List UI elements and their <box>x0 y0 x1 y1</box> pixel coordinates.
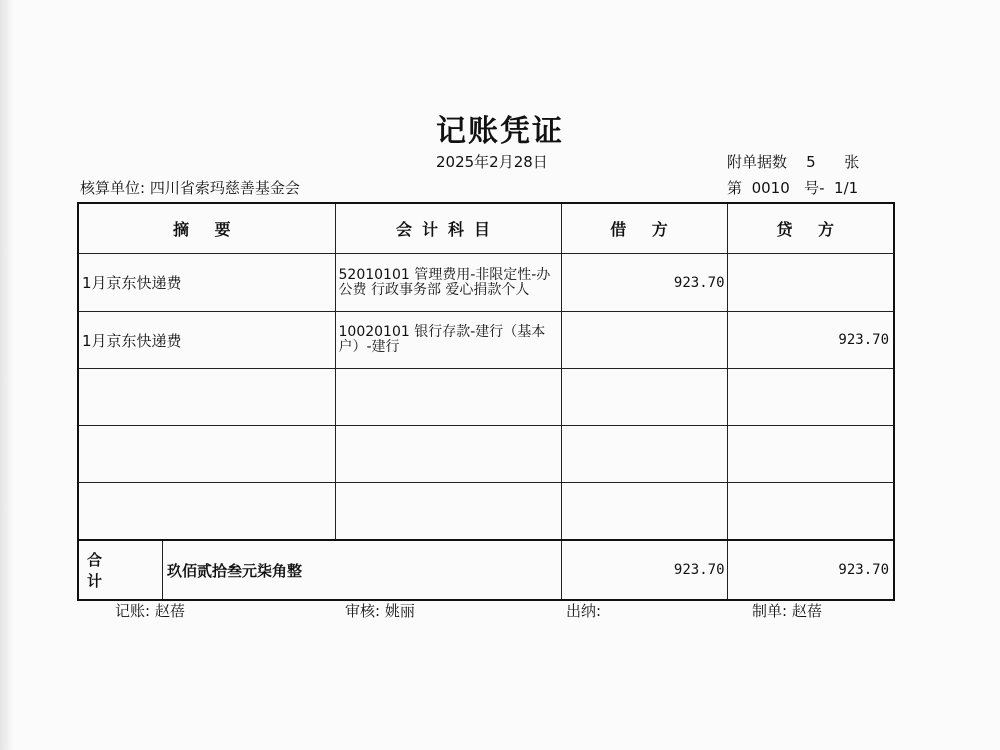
sign-cashier <box>566 600 606 621</box>
row-credit: 923.70 <box>727 312 894 369</box>
unit-name: 四川省索玛慈善基金会 <box>149 179 300 197</box>
empty-row <box>78 426 894 483</box>
table-row <box>78 254 894 312</box>
attachments-info <box>727 151 859 172</box>
voucher-table <box>77 202 895 601</box>
sign-bookkeeper <box>115 600 185 621</box>
reviewer-name: 姚丽 <box>384 602 415 620</box>
number-suffix: 号- <box>804 179 825 197</box>
empty-cell <box>561 369 727 426</box>
empty-cell <box>78 369 335 426</box>
empty-cell <box>335 369 561 426</box>
header-row <box>78 203 894 254</box>
voucher-date: 2025年2月28日 <box>436 153 548 171</box>
attachments-count: 5 <box>806 153 816 171</box>
empty-cell <box>335 426 561 483</box>
empty-cell <box>78 483 335 541</box>
sign-preparer <box>752 600 822 621</box>
empty-cell <box>561 483 727 541</box>
unit-label: 核算单位: <box>80 179 146 197</box>
voucher-title: 记账凭证 <box>436 114 564 149</box>
empty-cell <box>727 483 894 541</box>
attachments-label: 附单据数 <box>727 153 788 171</box>
header-summary: 摘 要 <box>78 203 335 254</box>
preparer-label: 制单: <box>752 602 788 620</box>
header-account: 会计科目 <box>335 203 561 254</box>
row-debit: 923.70 <box>561 254 727 312</box>
voucher-number <box>727 177 858 198</box>
empty-cell <box>727 426 894 483</box>
row-debit <box>561 312 727 369</box>
reviewer-label: 审核: <box>345 602 381 620</box>
row-summary: 1月京东快递费 <box>78 312 335 369</box>
empty-row <box>78 369 894 426</box>
row-summary: 1月京东快递费 <box>78 254 335 312</box>
total-debit: 923.70 <box>561 540 727 600</box>
total-label: 合 计 <box>79 541 163 599</box>
empty-cell <box>78 426 335 483</box>
preparer-name: 赵蓓 <box>791 602 822 620</box>
empty-row <box>78 483 894 541</box>
sign-reviewer <box>345 600 415 621</box>
header-credit: 贷 方 <box>727 203 894 254</box>
row-credit <box>727 254 894 312</box>
total-label-cell <box>78 540 561 600</box>
bookkeeper-name: 赵蓓 <box>154 602 185 620</box>
total-credit: 923.70 <box>727 540 894 600</box>
accounting-unit <box>80 177 300 198</box>
bookkeeper-label: 记账: <box>115 602 151 620</box>
row-account: 10020101 银行存款-建行（基本户）-建行 <box>335 312 561 369</box>
total-amount-words: 玖佰贰拾叁元柒角整 <box>167 561 303 580</box>
row-account: 52010101 管理费用-非限定性-办公费 行政事务部 爱心捐款个人 <box>335 254 561 312</box>
empty-cell <box>561 426 727 483</box>
empty-cell <box>727 369 894 426</box>
page-indicator: 1/1 <box>834 179 859 197</box>
cashier-label: 出纳: <box>566 602 602 620</box>
number-label: 第 <box>727 179 743 197</box>
attachments-unit: 张 <box>844 153 860 171</box>
number-value: 0010 <box>751 179 790 197</box>
empty-cell <box>335 483 561 541</box>
table-row <box>78 312 894 369</box>
total-row <box>78 540 894 600</box>
header-debit: 借 方 <box>561 203 727 254</box>
